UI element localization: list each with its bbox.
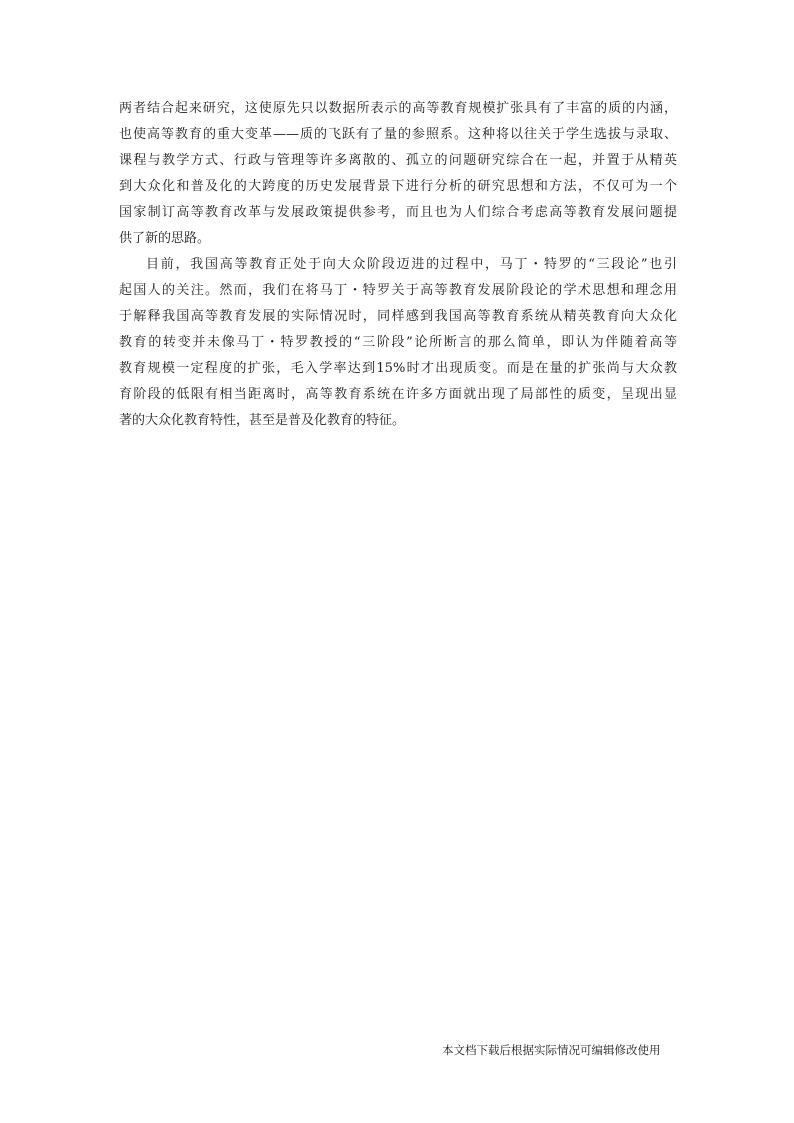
text-line: 教育规模一定程度的扩张，毛入学率达到15%时才出现质变。而是在量的扩张尚与大众教 (119, 361, 677, 376)
text-line: 著的大众化教育特性，甚至是普及化教育的特征。 (119, 413, 406, 428)
text-line: 于解释我国高等教育发展的实际情况时，同样感到我国高等教育系统从精英教育向大众化 (119, 309, 677, 324)
text-line: 育阶段的低限有相当距离时，高等教育系统在许多方面就出现了局部性的质变，呈现出显 (119, 387, 677, 402)
text-line: 课程与教学方式、行政与管理等许多离散的、孤立的问题研究综合在一起，并置于从精英 (119, 153, 677, 168)
paragraph-2 (119, 252, 677, 434)
document-body (119, 96, 677, 434)
paragraph-1 (119, 96, 677, 252)
text-line: 起国人的关注。然而，我们在将马丁・特罗关于高等教育发展阶段论的学术思想和理念用 (119, 283, 677, 298)
text-line: 目前，我国高等教育正处于向大众阶段迈进的过程中，马丁・特罗的“三段论”也引 (146, 257, 677, 272)
text-line: 到大众化和普及化的大跨度的历史发展背景下进行分析的研究思想和方法，不仅可为一个 (119, 179, 677, 194)
text-line: 供了新的思路。 (119, 231, 211, 246)
text-line: 国家制订高等教育改革与发展政策提供参考，而且也为人们综合考虑高等教育发展问题提 (119, 205, 677, 220)
page-footer-note: 本文档下载后根据实际情况可编辑修改使用 (442, 1043, 661, 1057)
text-line: 也使高等教育的重大变革——质的飞跃有了量的参照系。这种将以往关于学生选拔与录取、 (119, 127, 677, 142)
text-line: 教育的转变并未像马丁・特罗教授的“三阶段”论所断言的那么简单，即认为伴随着高等 (119, 335, 677, 350)
text-line: 两者结合起来研究，这使原先只以数据所表示的高等教育规模扩张具有了丰富的质的内涵， (119, 101, 677, 116)
